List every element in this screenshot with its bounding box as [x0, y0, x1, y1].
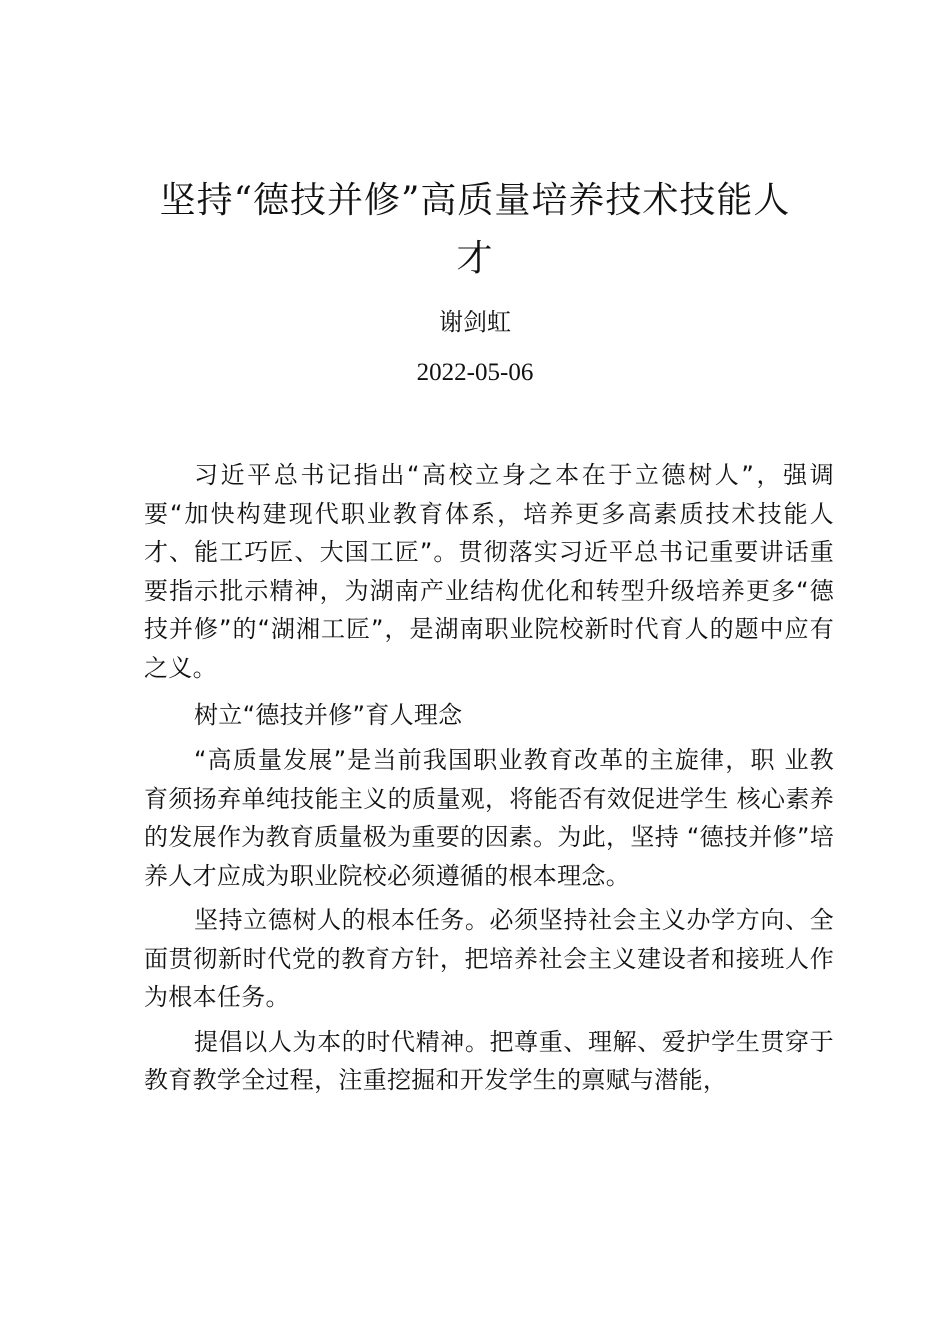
paragraph-quality: “高质量发展”是当前我国职业教育改革的主旋律，职 业教育须扬弃单纯技能主义的质量观，将能否有效促进学生 核心素养的发展作为教育质量极为重要的因素。为此，坚持 “德技并修”培养人才应成为职业院校必须遵循的根本理念。: [144, 746, 834, 890]
author-name: 谢剑虹: [439, 308, 511, 336]
paragraph-task: 坚持立德树人的根本任务。必须坚持社会主义办学方向、全面贯彻新时代党的教育方针，把培养社会主义建设者和接班人作为根本任务。: [144, 906, 834, 1011]
publish-date: 2022-05-06: [416, 359, 534, 386]
section-heading: 树立“德技并修”育人理念: [194, 701, 463, 729]
paragraph-spirit: 提倡以人为本的时代精神。把尊重、理解、爱护学生贯穿于教育教学全过程，注重挖掘和开发学生的禀赋与潜能，: [144, 1027, 834, 1094]
article-body: [144, 456, 834, 1100]
document-title: 坚持“德技并修”高质量培养技术技能人才: [159, 180, 791, 279]
paragraph-intro: 习近平总书记指出“高校立身之本在于立德树人”，强调要“加快构建现代职业教育体系，培养更多高素质技术技能人才、能工巧匠、大国工匠”。贯彻落实习近平总书记重要讲话重要指示批示精神，为湖南产业结构优化和转型升级培养更多“德技并修”的“湖湘工匠”，是湖南职业院校新时代育人的题中应有之义。: [144, 461, 834, 682]
